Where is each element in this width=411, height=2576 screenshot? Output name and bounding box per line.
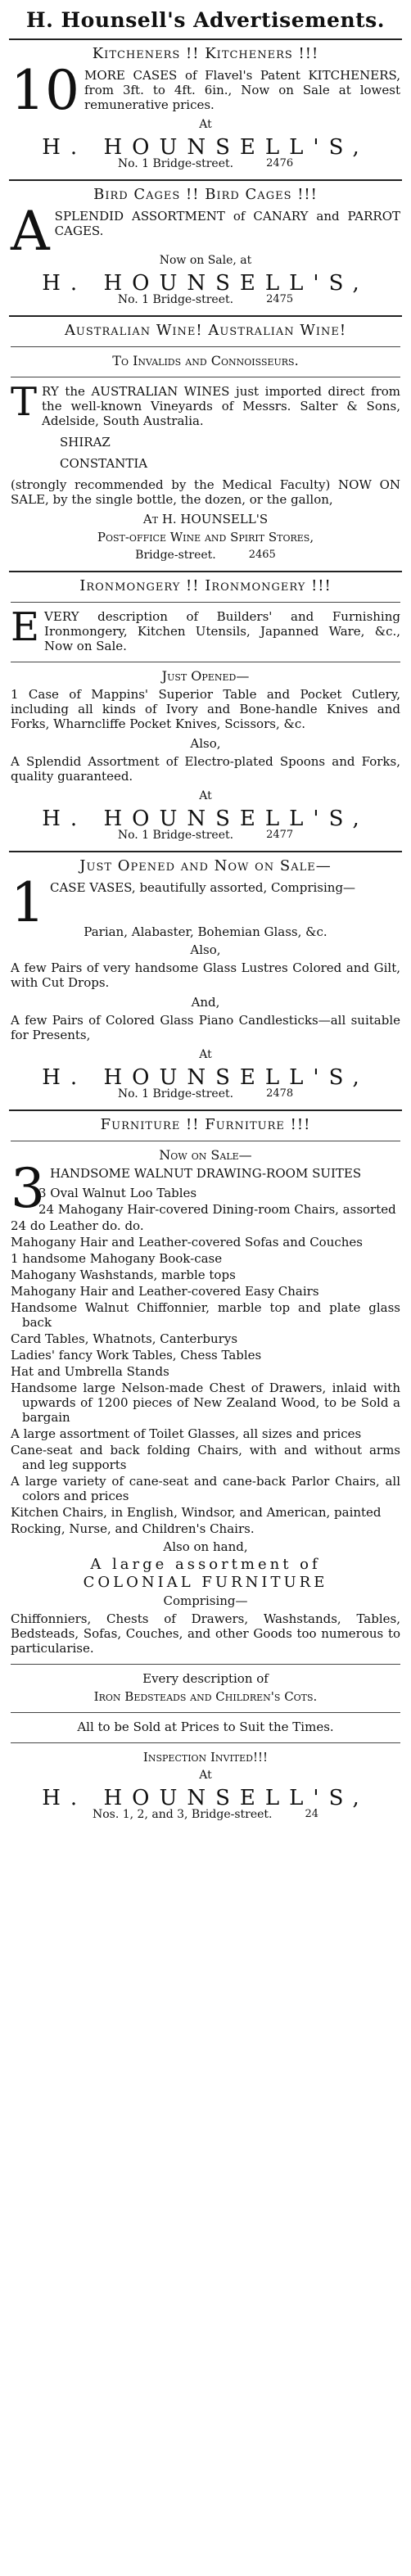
advert-number: 2477 [266,829,294,841]
advert-body [11,59,400,122]
drop-cap: 1 [11,871,45,934]
advert-ironmongery [9,579,402,843]
advert-subheading: To Invalids and Connoisseurs. [112,353,299,368]
advert-number: 2465 [248,549,276,561]
advert-number: 24 [305,1808,319,1820]
advert-number: 2476 [266,157,294,169]
list-item: Mahogany Washstands, marble tops [11,1268,236,1282]
drop-cap: 3 [11,1157,45,1220]
advert-body [11,604,400,653]
advert-bird-cages [9,188,402,307]
advert-body-3: A Splendid Assortment of Electro-plated Spoons and Forks, quality guaranteed. [11,754,400,784]
colonial-furniture: COLONIAL FURNITURE [83,1574,328,1591]
at-label: At [199,789,212,802]
advert-body-2: (strongly recommended by the Medical Faculty) NOW ON SALE, by the single bottle, the dozen, or the gallon, [11,477,400,507]
rule [11,1742,400,1743]
address: No. 1 Bridge-street. [117,157,234,170]
also-on-hand: Also on hand, [163,1539,248,1554]
list-item: Kitchen Chairs, in English, Windsor, and American, painted [11,1505,382,1520]
list-item: Handsome large Nelson-made Chest of Drawers, inlaid with upwards of 1200 pieces of New Zealand Wood, to be Sold a bargain [11,1381,400,1425]
advert-number: 2478 [266,1087,294,1100]
rule [11,346,400,347]
list-item: Hat and Umbrella Stands [11,1364,169,1379]
list-item: 3 Oval Walnut Loo Tables [38,1186,197,1200]
advert-text: RY the AUSTRALIAN WINES just imported direct from the well-known Vineyards of Messrs. Salter & Sons, Adelside, South Australia. [42,384,400,428]
and-label: And, [191,995,220,1010]
address: Bridge-street. [135,549,216,562]
advert-body-2: 1 Case of Mappins' Superior Table and Pocket Cutlery, including all kinds of Ivory and Bone-handle Knives and Forks, Wharncliffe Pocket Knives, Scissors, &c. [11,687,400,731]
wine-name: SHIRAZ [60,435,111,450]
rule [11,1664,400,1665]
rule [9,179,402,181]
merchant-name: H. HOUNSELL'S, [42,807,369,831]
furniture-list [11,1186,400,1536]
list-item: 24 Mahogany Hair-covered Dining-room Chairs, assorted [38,1202,396,1217]
every-description: Every description of [142,1671,269,1686]
wine-name: CONSTANTIA [60,456,148,471]
advert-text: CASE VASES, beautifully assorted, Comprising— [50,880,356,895]
advert-text: MORE CASES of Flavel's Patent KITCHENERS, from 3ft. to 4ft. 6in., Now on Sale at lowest remunerative prices. [84,68,400,112]
rule [9,315,402,317]
drop-cap: A [11,200,50,263]
list-item: A large assortment of Toilet Glasses, all sizes and prices [11,1426,362,1441]
rule [9,851,402,852]
advert-text: HANDSOME WALNUT DRAWING-ROOM SUITES [50,1166,362,1181]
inspection-line: Inspection Invited!!! [142,1750,269,1765]
list-item: Handsome Walnut Chiffonnier, marble top and plate glass back [11,1300,400,1330]
drop-cap: E [11,604,40,650]
comprising-label: Comprising— [163,1593,248,1608]
merchant-name: H. HOUNSELL'S, [42,271,369,296]
masthead: H. Hounsell's Advertisements. [26,8,385,32]
list-item: Rocking, Nurse, and Children's Chairs. [11,1521,255,1536]
advert-vases [9,859,402,1101]
list-item: Mahogany Hair and Leather-covered Easy Chairs [11,1284,319,1299]
advert-heading: Australian Wine! Australian Wine! [64,322,347,339]
advert-text: SPLENDID ASSORTMENT of CANARY and PARROT CAGES. [54,209,400,238]
merchant-name: H. HOUNSELL'S, [42,1065,369,1090]
at-label: At [199,118,212,131]
also-label: Also, [190,942,221,957]
merchant-name: H. HOUNSELL'S, [42,1786,369,1810]
address: No. 1 Bridge-street. [117,293,234,306]
rule [11,1712,400,1713]
advert-kitcheners [9,47,402,171]
advert-heading: Just Opened and Now on Sale— [79,857,332,874]
store-line: Post-office Wine and Spirit Stores, [97,530,314,545]
advert-body-4: A few Pairs of Colored Glass Piano Candlesticks—all suitable for Presents, [11,1013,400,1042]
sale-line: Now on Sale, at [159,254,252,267]
at-label: At [199,1048,212,1061]
list-item: 24 do Leather do. do. [11,1218,144,1233]
address-line [11,548,400,563]
merchant-name: H. HOUNSELL'S, [42,135,369,160]
advert-subheading: Now on Sale— [159,1147,252,1163]
list-item: Ladies' fancy Work Tables, Chess Tables [11,1348,262,1363]
large-assortment: A large assortment of [90,1556,321,1573]
address: Nos. 1, 2, and 3, Bridge-street. [92,1808,273,1821]
bedsteads-line: Iron Bedsteads and Children's Cots. [93,1689,318,1704]
at-line: At H. HOUNSELL'S [142,512,269,526]
advert-australian-wine [9,323,402,563]
colonial-body: Chiffonniers, Chests of Drawers, Washstands, Tables, Bedsteads, Sofas, Couches, and other Goods too numerous to particularise. [11,1611,400,1656]
list-item: 1 handsome Mahogany Book-case [11,1251,223,1266]
rule [9,38,402,40]
list-item: A large variety of cane-seat and cane-back Parlor Chairs, all colors and prices [11,1474,400,1503]
at-label: At [199,1769,212,1782]
drop-cap: T [11,379,38,425]
newspaper-column [9,0,402,1822]
advert-subheading: Just Opened— [161,668,250,684]
advert-text: VERY description of Builders' and Furnishing Ironmongery, Kitchen Utensils, Japanned Ware, &c., Now on Sale. [44,609,400,653]
advert-number: 2475 [266,293,294,305]
list-item: Mahogany Hair and Leather-covered Sofas and Couches [11,1235,364,1250]
rule [11,602,400,603]
rule [9,1109,402,1111]
all-sold-line: All to be Sold at Prices to Suit the Times. [77,1720,334,1734]
advert-furniture [9,1118,402,1822]
advert-body-3: A few Pairs of very handsome Glass Lustres Colored and Gilt, with Cut Drops. [11,960,400,990]
address: No. 1 Bridge-street. [117,1087,234,1100]
drop-cap: 10 [11,59,79,122]
advert-body [11,379,400,428]
also-label: Also, [190,736,221,751]
list-item: Cane-seat and back folding Chairs, with and without arms and leg supports [11,1443,400,1472]
advert-heading: Ironmongery !! Ironmongery !!! [79,577,332,594]
materials-line: Parian, Alabaster, Bohemian Glass, &c. [84,924,327,939]
advert-heading: Furniture !! Furniture !!! [100,1116,311,1133]
address: No. 1 Bridge-street. [117,829,234,842]
rule [9,571,402,572]
advert-heading: Kitcheners !! Kitcheners !!! [92,45,319,62]
advert-heading: Bird Cages !! Bird Cages !!! [93,186,318,203]
list-item: Card Tables, Whatnots, Canterburys [11,1331,238,1346]
